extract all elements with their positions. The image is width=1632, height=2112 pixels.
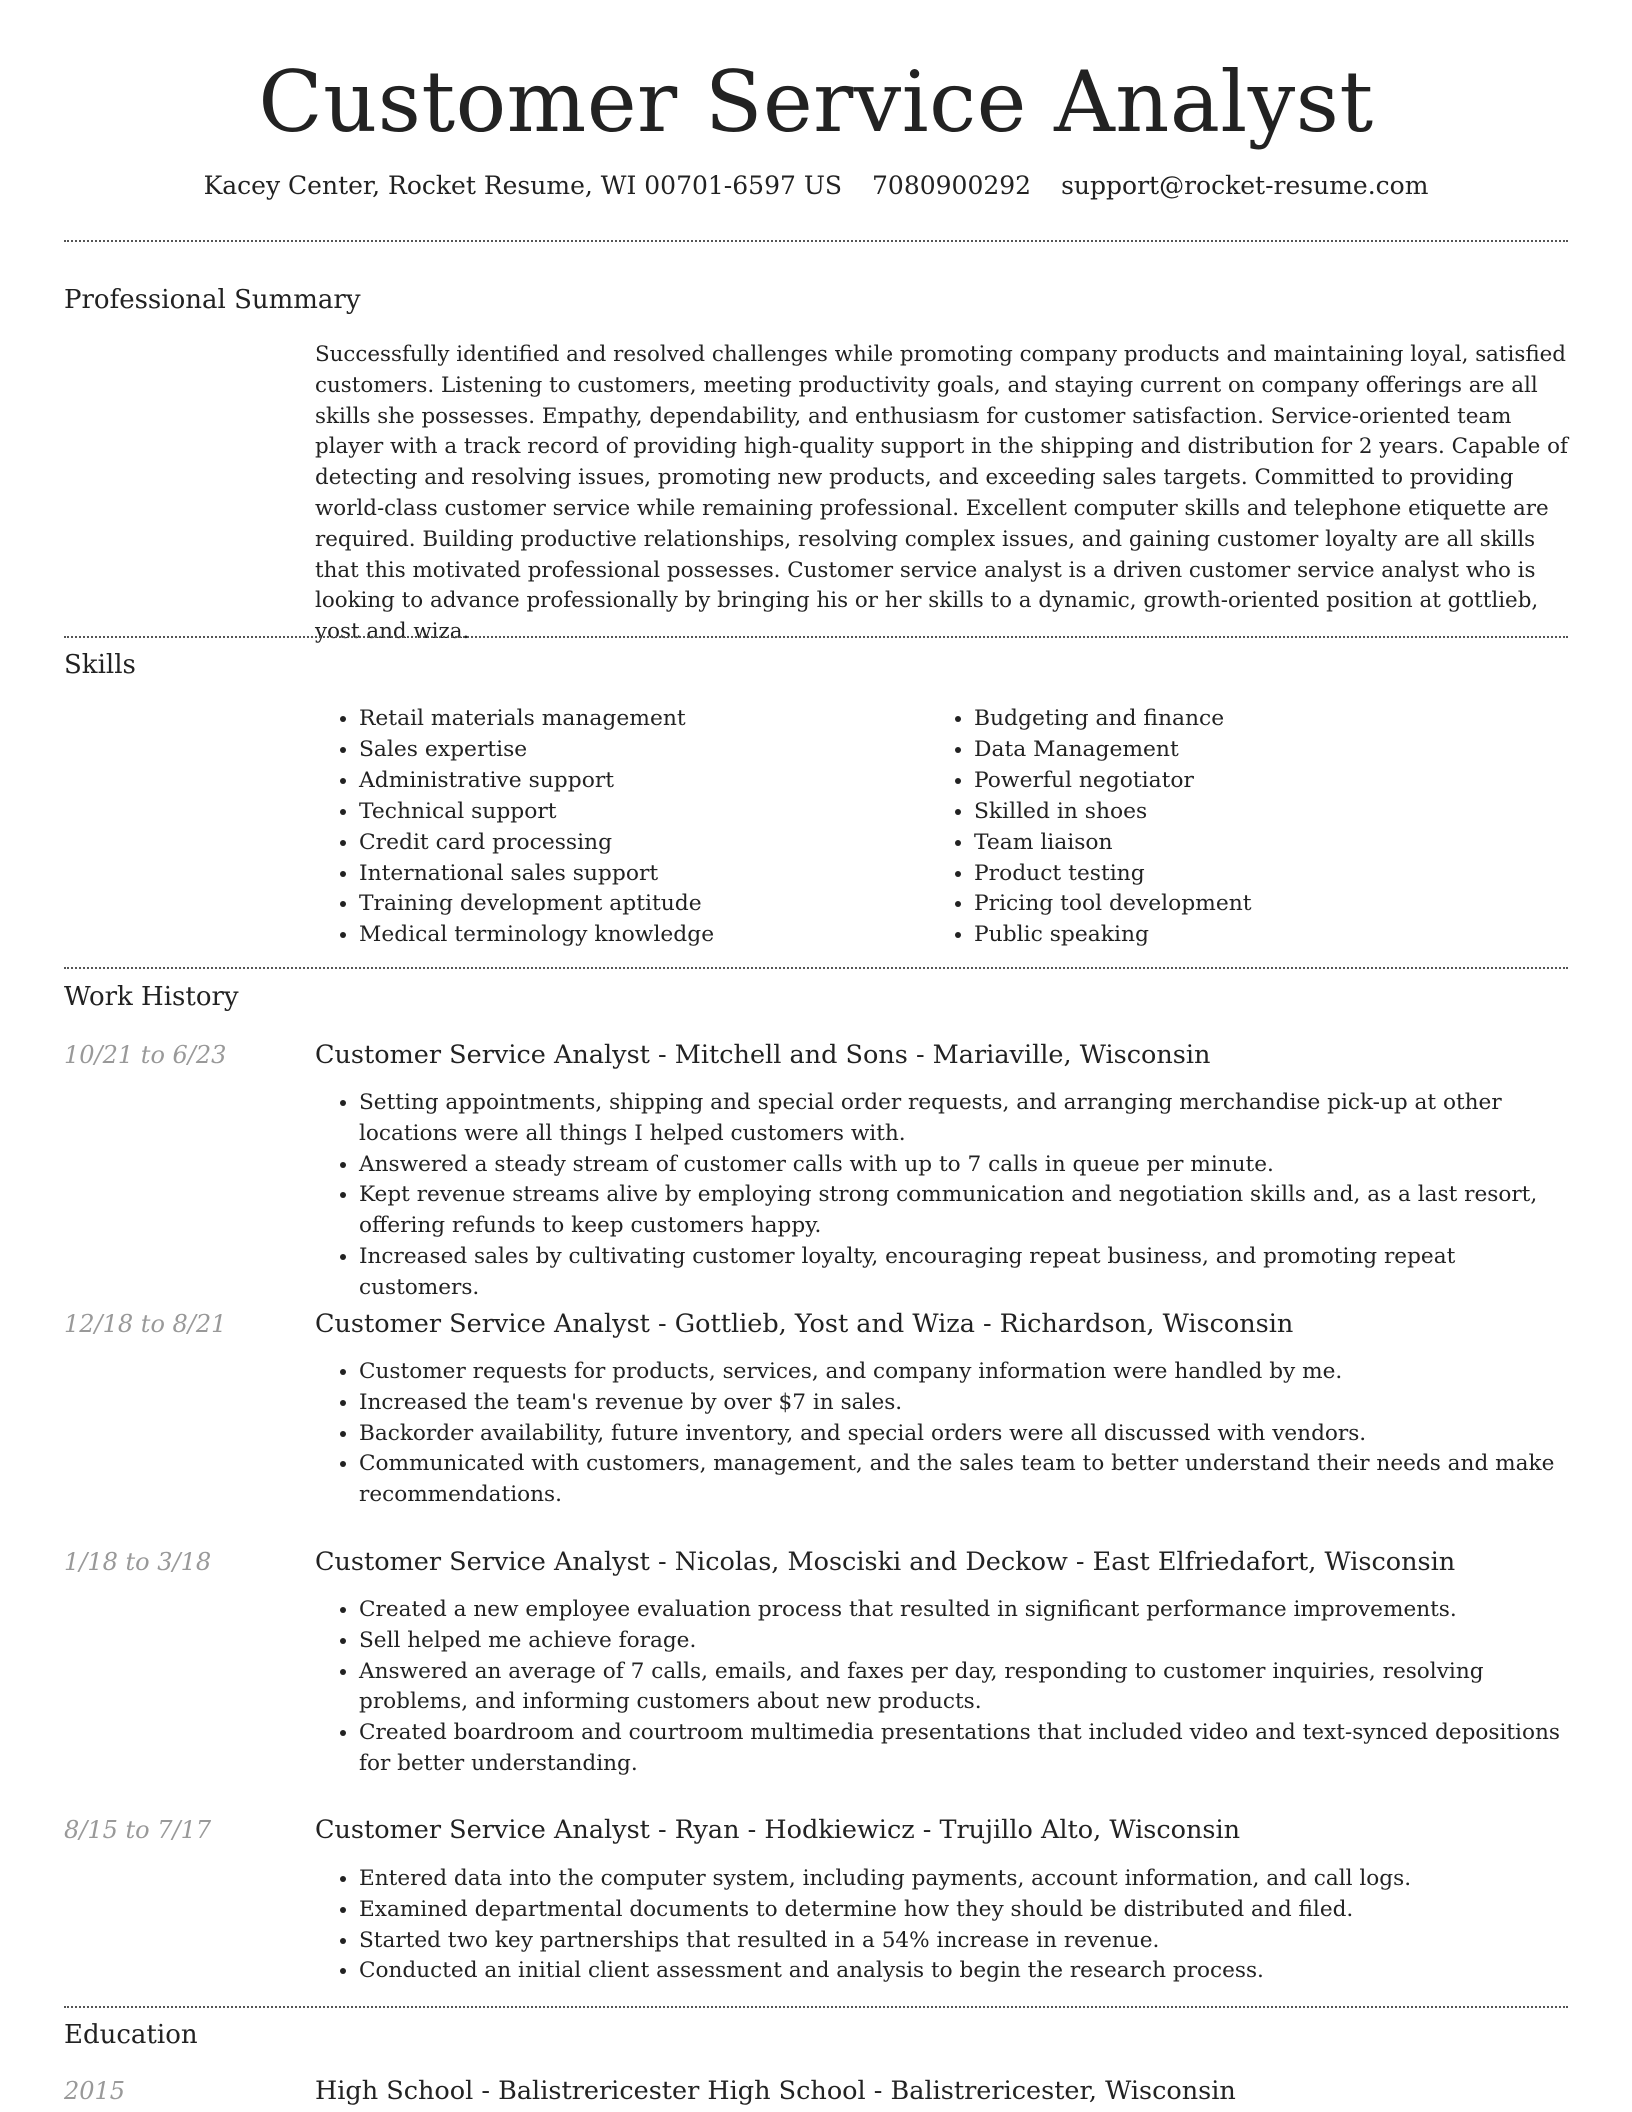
- resume-title: Customer Service Analyst: [258, 53, 1374, 151]
- job-bullet: • Conducted an initial client assessment and analysis to begin the research process.: [359, 1956, 1568, 1987]
- job-title: Customer Service Analyst - Mitchell and Sons - Mariaville, Wisconsin: [315, 1040, 1211, 1070]
- job-bullet: • Increased the team's revenue by over $7 in sales.: [359, 1388, 1568, 1419]
- section-divider: [64, 636, 1568, 638]
- job-bullet: • Answered a steady stream of customer calls with up to 7 calls in queue per minute.: [359, 1150, 1568, 1181]
- job-bullets: [315, 1088, 1568, 1304]
- contact-line: [0, 168, 1632, 204]
- section-divider: [64, 967, 1568, 969]
- job-bullet: • Entered data into the computer system, including payments, account information, and call logs.: [359, 1864, 1568, 1895]
- skill-item: • Team liaison: [974, 828, 1534, 859]
- skill-item: • Budgeting and finance: [974, 704, 1534, 735]
- skill-item: • Public speaking: [974, 920, 1534, 951]
- skill-item: • Administrative support: [359, 766, 919, 797]
- job-bullet: • Communicated with customers, management, and the sales team to better understand their needs and make recommendations.: [359, 1449, 1568, 1511]
- work-history-heading: Work History: [64, 982, 239, 1012]
- skill-item: • Data Management: [974, 735, 1534, 766]
- summary-heading: Professional Summary: [64, 285, 361, 315]
- job-bullet: • Increased sales by cultivating customer loyalty, encouraging repeat business, and promoting repeat customers.: [359, 1242, 1568, 1304]
- skill-item: • Medical terminology knowledge: [359, 920, 919, 951]
- skills-list-left: [315, 704, 919, 951]
- education-date: 2015: [64, 2077, 126, 2105]
- job-dates: 1/18 to 3/18: [64, 1548, 212, 1576]
- job-dates: 8/15 to 7/17: [64, 1816, 212, 1844]
- education-title: High School - Balistrericester High School - Balistrericester, Wisconsin: [315, 2076, 1236, 2106]
- section-divider: [64, 2006, 1568, 2008]
- skill-item: • Retail materials management: [359, 704, 919, 735]
- job-bullet: • Created boardroom and courtroom multimedia presentations that included video and text-synced depositions for better understanding.: [359, 1718, 1568, 1780]
- skill-item: • International sales support: [359, 859, 919, 890]
- contact-address: Kacey Center, Rocket Resume, WI 00701-6597 US: [203, 171, 843, 200]
- summary-text: Successfully identified and resolved challenges while promoting company products and maintaining loyal, satisfied customers. Listening to customers, meeting productivity goals, and staying current on company offerings are all skills she possesses. Empathy, dependability, and enthusiasm for customer satisfaction. Service-oriented team player with a track record of providing high-quality support in the shipping and distribution for 2 years. Capable of detecting and resolving issues, promoting new products, and exceeding sales targets. Committed to providing world-class customer service while remaining professional. Excellent computer skills and telephone etiquette are required. Building productive relationships, resolving complex issues, and gaining customer loyalty are all skills that this motivated professional possesses. Customer service analyst is a driven customer service analyst who is looking to advance professionally by bringing his or her skills to a dynamic, growth-oriented position at gottlieb, yost and wiza.: [315, 342, 1568, 645]
- job-bullet: • Examined departmental documents to determine how they should be distributed and filed.: [359, 1895, 1568, 1926]
- job-bullet: • Answered an average of 7 calls, emails, and faxes per day, responding to customer inquiries, resolving problems, and informing customers about new products.: [359, 1657, 1568, 1719]
- education-heading: Education: [64, 2020, 198, 2050]
- skill-item: • Pricing tool development: [974, 889, 1534, 920]
- skills-list-right: [930, 704, 1534, 951]
- job-title: Customer Service Analyst - Nicolas, Mosciski and Deckow - East Elfriedafort, Wisconsin: [315, 1547, 1456, 1577]
- skill-item: • Credit card processing: [359, 828, 919, 859]
- job-bullet: • Sell helped me achieve forage.: [359, 1626, 1568, 1657]
- job-dates: 10/21 to 6/23: [64, 1041, 227, 1069]
- skill-item: • Training development aptitude: [359, 889, 919, 920]
- contact-email: support@rocket-resume.com: [1061, 171, 1429, 200]
- job-bullet: • Created a new employee evaluation process that resulted in significant performance improvements.: [359, 1595, 1568, 1626]
- skill-item: • Product testing: [974, 859, 1534, 890]
- skill-item: • Sales expertise: [359, 735, 919, 766]
- skill-item: • Technical support: [359, 797, 919, 828]
- job-title: Customer Service Analyst - Gottlieb, Yost and Wiza - Richardson, Wisconsin: [315, 1309, 1294, 1339]
- skills-heading: Skills: [64, 650, 136, 680]
- job-dates: 12/18 to 8/21: [64, 1310, 227, 1338]
- job-bullet: • Backorder availability, future inventory, and special orders were all discussed with vendors.: [359, 1419, 1568, 1450]
- job-title: Customer Service Analyst - Ryan - Hodkiewicz - Trujillo Alto, Wisconsin: [315, 1815, 1241, 1845]
- job-bullets: [315, 1864, 1568, 1987]
- job-bullet: • Started two key partnerships that resulted in a 54% increase in revenue.: [359, 1926, 1568, 1957]
- job-bullets: [315, 1595, 1568, 1780]
- job-bullets: [315, 1357, 1568, 1511]
- job-bullet: • Setting appointments, shipping and special order requests, and arranging merchandise pick-up at other locations were all things I helped customers with.: [359, 1088, 1568, 1150]
- section-divider: [64, 240, 1568, 242]
- skill-item: • Skilled in shoes: [974, 797, 1534, 828]
- job-bullet: • Customer requests for products, services, and company information were handled by me.: [359, 1357, 1568, 1388]
- contact-phone: 7080900292: [872, 171, 1032, 200]
- job-bullet: • Kept revenue streams alive by employing strong communication and negotiation skills and, as a last resort, offering refunds to keep customers happy.: [359, 1180, 1568, 1242]
- skill-item: • Powerful negotiator: [974, 766, 1534, 797]
